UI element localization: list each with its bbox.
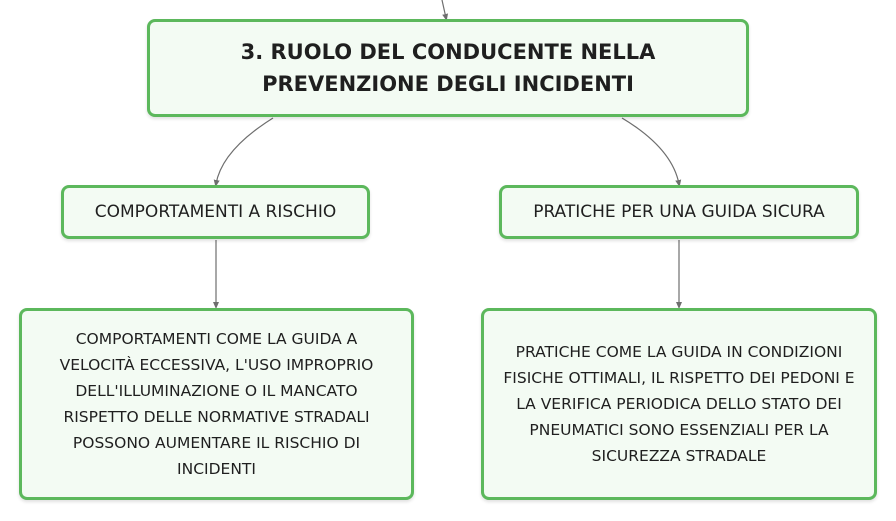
branch-node-safe-driving-practices[interactable] [499, 185, 859, 239]
detail-node-safe-driving-practices[interactable] [481, 308, 877, 500]
detail-node-risky-behaviours[interactable] [19, 308, 414, 500]
connector-root-to-left-branch [216, 118, 273, 184]
branch-node-risky-behaviours[interactable] [61, 185, 370, 239]
detail-text-safe-driving-practices: PRATICHE COME LA GUIDA IN CONDIZIONI FISICHE OTTIMALI, IL RISPETTO DEI PEDONI E LA VERIFICA PERIODICA DELLO STATO DEI PNEUMATICI SONO ESSENZIALI PER LA SICUREZZA STRADALE [503, 343, 855, 465]
root-topic-node[interactable] [147, 19, 749, 117]
incoming-connector [442, 0, 446, 18]
detail-text-risky-behaviours: COMPORTAMENTI COME LA GUIDA A VELOCITÀ ECCESSIVA, L'USO IMPROPRIO DELL'ILLUMINAZIONE O IL MANCATO RISPETTO DELLE NORMATIVE STRADALI POSSONO AUMENTARE IL RISCHIO DI INCIDENTI [59, 330, 374, 478]
branch-label-risky-behaviours: COMPORTAMENTI A RISCHIO [94, 202, 337, 222]
branch-label-safe-driving-practices: PRATICHE PER UNA GUIDA SICURA [533, 202, 825, 222]
connector-root-to-right-branch [622, 118, 679, 184]
root-topic-title: 3. RUOLO DEL CONDUCENTE NELLA PREVENZIONE DEGLI INCIDENTI [240, 40, 656, 96]
